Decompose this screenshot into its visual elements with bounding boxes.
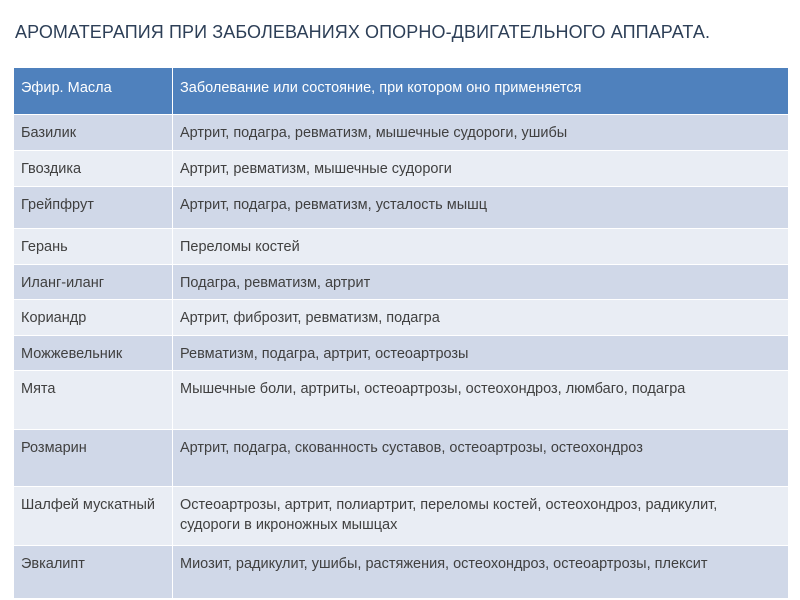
table-row xyxy=(14,430,789,487)
table-row xyxy=(14,336,789,371)
oil-name: Иланг-иланг xyxy=(14,265,173,300)
table-row xyxy=(14,187,789,229)
oil-name: Гвоздика xyxy=(14,151,173,187)
slide-title: АРОМАТЕРАПИЯ ПРИ ЗАБОЛЕВАНИЯХ ОПОРНО-ДВИГАТЕЛЬНОГО АППАРАТА. xyxy=(15,22,711,42)
header-oils: Эфир. Масла xyxy=(14,68,173,115)
oil-conditions: Артрит, подагра, ревматизм, усталость мышц xyxy=(173,187,789,229)
oil-conditions: Артрит, подагра, скованность суставов, остеоартрозы, остеохондроз xyxy=(173,430,789,487)
table-header-row xyxy=(14,68,789,115)
oil-name: Базилик xyxy=(14,115,173,151)
oil-conditions: Ревматизм, подагра, артрит, остеоартрозы xyxy=(173,336,789,371)
oil-conditions: Артрит, подагра, ревматизм, мышечные судороги, ушибы xyxy=(173,115,789,151)
table-row xyxy=(14,265,789,300)
table-row xyxy=(14,300,789,336)
oil-conditions: Подагра, ревматизм, артрит xyxy=(173,265,789,300)
table-row xyxy=(14,115,789,151)
oil-conditions: Артрит, фиброзит, ревматизм, подагра xyxy=(173,300,789,336)
oil-name: Кориандр xyxy=(14,300,173,336)
table-row xyxy=(14,151,789,187)
oils-table xyxy=(13,67,789,599)
table-row xyxy=(14,229,789,265)
oil-name: Мята xyxy=(14,371,173,430)
table-row xyxy=(14,546,789,599)
oil-name: Розмарин xyxy=(14,430,173,487)
oil-name: Грейпфрут xyxy=(14,187,173,229)
header-conditions: Заболевание или состояние, при котором оно применяется xyxy=(173,68,789,115)
oil-conditions: Переломы костей xyxy=(173,229,789,265)
table-row xyxy=(14,371,789,430)
table-row xyxy=(14,487,789,546)
oil-name: Эвкалипт xyxy=(14,546,173,599)
oil-name: Шалфей мускатный xyxy=(14,487,173,546)
oil-name: Герань xyxy=(14,229,173,265)
oil-conditions: Артрит, ревматизм, мышечные судороги xyxy=(173,151,789,187)
oil-conditions: Миозит, радикулит, ушибы, растяжения, остеохондроз, остеоартрозы, плексит xyxy=(173,546,789,599)
oil-name: Можжевельник xyxy=(14,336,173,371)
oil-conditions: Мышечные боли, артриты, остеоартрозы, остеохондроз, люмбаго, подагра xyxy=(173,371,789,430)
oil-conditions: Остеоартрозы, артрит, полиартрит, переломы костей, остеохондроз, радикулит, судороги в икроножных мышцах xyxy=(173,487,789,546)
